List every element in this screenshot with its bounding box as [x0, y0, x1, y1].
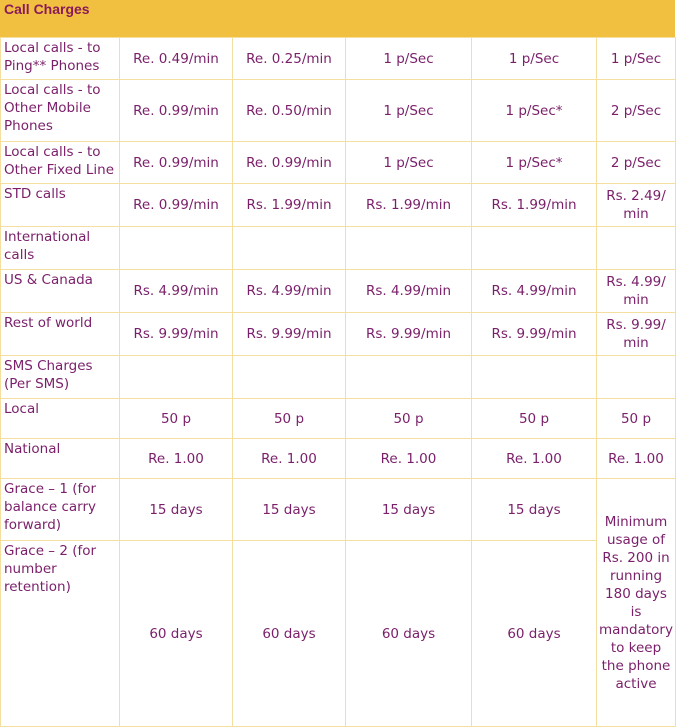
grace-note: Minimum usage of Rs. 200 in running 180 days is mandatory to keep the phone active	[597, 479, 676, 727]
table-cell: Rs. 1.99/min	[472, 184, 597, 227]
table-row	[1, 142, 676, 184]
table-cell	[120, 356, 233, 399]
row-label: SMS Charges (Per SMS)	[1, 356, 120, 399]
table-cell: Rs. 1.99/min	[346, 184, 472, 227]
table-row	[1, 227, 676, 270]
table-cell: Re. 0.99/min	[120, 142, 233, 184]
table-cell: Rs. 4.99/ min	[597, 270, 676, 313]
table-cell: 60 days	[346, 541, 472, 727]
table-row-grace-1	[1, 479, 676, 541]
table-row-grace-2	[1, 541, 676, 727]
row-label: Grace – 2 (for number retention)	[1, 541, 120, 727]
table-cell: Rs. 4.99/min	[120, 270, 233, 313]
table-cell: 50 p	[233, 399, 346, 439]
table-cell: Rs. 4.99/min	[233, 270, 346, 313]
table-cell	[597, 356, 676, 399]
row-label: International calls	[1, 227, 120, 270]
table-cell: Re. 0.50/min	[233, 80, 346, 142]
table-cell: Rs. 9.99/min	[346, 313, 472, 356]
row-label: Rest of world	[1, 313, 120, 356]
table-cell: Re. 0.99/min	[233, 142, 346, 184]
table-cell: 50 p	[346, 399, 472, 439]
table-cell: Rs. 9.99/ min	[597, 313, 676, 356]
table-cell: Re. 0.99/min	[120, 80, 233, 142]
row-label: STD calls	[1, 184, 120, 227]
call-charges-table	[0, 37, 676, 727]
row-label: Local	[1, 399, 120, 439]
table-cell: Re. 0.25/min	[233, 38, 346, 80]
table-row	[1, 399, 676, 439]
table-cell: Re. 1.00	[472, 439, 597, 479]
table-cell: 60 days	[120, 541, 233, 727]
table-cell: Re. 0.99/min	[120, 184, 233, 227]
table-cell: 60 days	[472, 541, 597, 727]
table-cell	[597, 227, 676, 270]
table-cell: Rs. 2.49/ min	[597, 184, 676, 227]
table-cell	[233, 227, 346, 270]
table-cell	[472, 356, 597, 399]
table-cell: Re. 1.00	[597, 439, 676, 479]
table-cell: 1 p/Sec*	[472, 142, 597, 184]
row-label: Grace – 1 (for balance carry forward)	[1, 479, 120, 541]
table-cell: Re. 1.00	[120, 439, 233, 479]
table-cell: 60 days	[233, 541, 346, 727]
row-label: Local calls - to Ping** Phones	[1, 38, 120, 80]
table-cell: 15 days	[472, 479, 597, 541]
table-cell	[472, 227, 597, 270]
table-cell: 1 p/Sec	[346, 142, 472, 184]
table-cell: 15 days	[233, 479, 346, 541]
table-cell	[120, 227, 233, 270]
table-row	[1, 38, 676, 80]
row-label: Local calls - to Other Fixed Line	[1, 142, 120, 184]
table-row	[1, 270, 676, 313]
table-cell: Rs. 9.99/min	[233, 313, 346, 356]
table-row	[1, 356, 676, 399]
table-cell: 15 days	[120, 479, 233, 541]
table-cell: 1 p/Sec	[597, 38, 676, 80]
table-row	[1, 313, 676, 356]
table-cell: 1 p/Sec	[346, 38, 472, 80]
table-cell: 50 p	[120, 399, 233, 439]
table-cell: 50 p	[472, 399, 597, 439]
table-row	[1, 439, 676, 479]
table-cell: Re. 0.49/min	[120, 38, 233, 80]
row-label: Local calls - to Other Mobile Phones	[1, 80, 120, 142]
table-row	[1, 80, 676, 142]
table-cell: Rs. 9.99/min	[472, 313, 597, 356]
table-cell: Rs. 4.99/min	[346, 270, 472, 313]
table-cell: Re. 1.00	[346, 439, 472, 479]
table-cell: 1 p/Sec	[346, 80, 472, 142]
table-cell	[346, 227, 472, 270]
table-cell: Re. 1.00	[233, 439, 346, 479]
row-label: National	[1, 439, 120, 479]
table-cell: 2 p/Sec	[597, 80, 676, 142]
table-cell: 1 p/Sec*	[472, 80, 597, 142]
table-cell: Rs. 1.99/min	[233, 184, 346, 227]
table-cell: 15 days	[346, 479, 472, 541]
table-cell: 1 p/Sec	[472, 38, 597, 80]
table-cell	[346, 356, 472, 399]
table-cell: 50 p	[597, 399, 676, 439]
table-row	[1, 184, 676, 227]
table-cell	[233, 356, 346, 399]
table-cell: 2 p/Sec	[597, 142, 676, 184]
table-cell: Rs. 9.99/min	[120, 313, 233, 356]
row-label: US & Canada	[1, 270, 120, 313]
table-cell: Rs. 4.99/min	[472, 270, 597, 313]
table-body	[1, 38, 676, 727]
section-title: Call Charges	[0, 0, 675, 37]
